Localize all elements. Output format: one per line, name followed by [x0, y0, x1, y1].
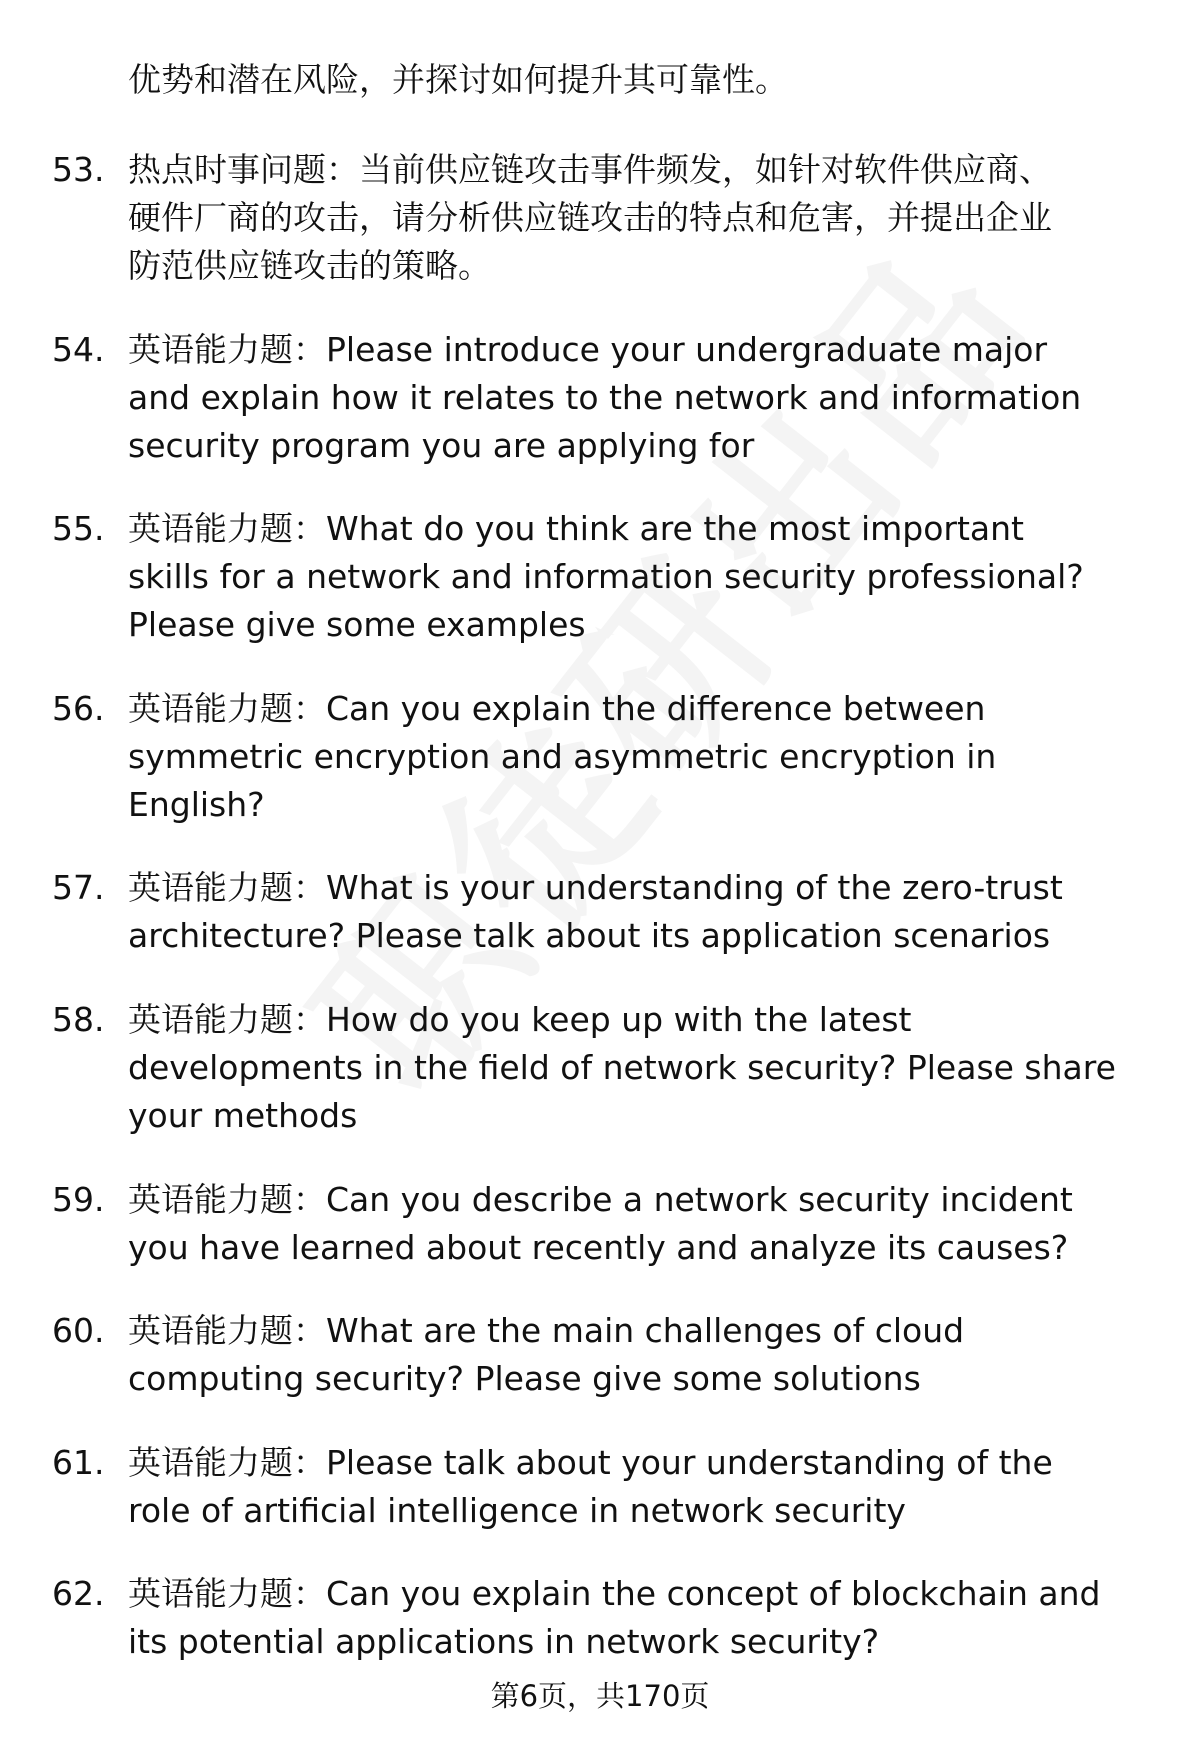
- question-line: 英语能力题：What do you think are the most important: [128, 509, 1024, 548]
- question-text: [128, 685, 1158, 829]
- question-line: 热点时事问题：当前供应链攻击事件频发，如针对软件供应商、: [128, 150, 1052, 189]
- question-line: its potential applications in network security?: [128, 1622, 880, 1661]
- question-line: 英语能力题：Can you describe a network security incident: [128, 1180, 1073, 1219]
- question-number: 60.: [52, 1311, 105, 1350]
- question-line: computing security? Please give some solutions: [128, 1359, 921, 1398]
- question-line: developments in the field of network security? Please share: [128, 1048, 1116, 1087]
- question-line: 英语能力题：How do you keep up with the latest: [128, 1000, 912, 1039]
- question-text: [128, 864, 1158, 960]
- question-line: Please give some examples: [128, 605, 586, 644]
- question-line: 英语能力题：What are the main challenges of cloud: [128, 1311, 965, 1350]
- question-line: 防范供应链攻击的策略。: [128, 246, 491, 285]
- question-line: security program you are applying for: [128, 426, 755, 465]
- question-text: [128, 1439, 1158, 1535]
- question-text: [128, 146, 1158, 290]
- question-line: 英语能力题：Can you explain the concept of blockchain and: [128, 1574, 1101, 1613]
- question-number: 57.: [52, 868, 105, 907]
- page-footer: 第6页，共170页: [490, 1679, 710, 1713]
- question-line: and explain how it relates to the network and information: [128, 378, 1082, 417]
- question-text: [128, 505, 1158, 649]
- question-line: role of artificial intelligence in network security: [128, 1491, 906, 1530]
- question-number: 56.: [52, 689, 105, 728]
- question-text: [128, 1570, 1158, 1666]
- question-line: 英语能力题：Can you explain the difference between: [128, 689, 986, 728]
- question-number: 55.: [52, 509, 105, 548]
- question-text: [128, 326, 1158, 470]
- question-number: 61.: [52, 1443, 105, 1482]
- question-number: 53.: [52, 150, 105, 189]
- question-number: 54.: [52, 330, 105, 369]
- question-line: skills for a network and information security professional?: [128, 557, 1084, 596]
- question-line: you have learned about recently and analyze its causes?: [128, 1228, 1069, 1267]
- question-line: English?: [128, 785, 265, 824]
- question-text: [128, 996, 1158, 1140]
- question-line: 英语能力题：What is your understanding of the zero-trust: [128, 868, 1063, 907]
- continuation-text: 优势和潜在风险，并探讨如何提升其可靠性。: [128, 60, 788, 99]
- question-text: [128, 1176, 1158, 1272]
- question-line: architecture? Please talk about its application scenarios: [128, 916, 1051, 955]
- question-number: 62.: [52, 1574, 105, 1613]
- question-line: symmetric encryption and asymmetric encryption in: [128, 737, 997, 776]
- question-line: your methods: [128, 1096, 358, 1135]
- question-line: 硬件厂商的攻击，请分析供应链攻击的特点和危害，并提出企业: [128, 198, 1052, 237]
- question-line: 英语能力题：Please talk about your understanding of the: [128, 1443, 1053, 1482]
- question-text: [128, 1307, 1158, 1403]
- question-number: 59.: [52, 1180, 105, 1219]
- question-number: 58.: [52, 1000, 105, 1039]
- question-line: 英语能力题：Please introduce your undergraduate major: [128, 330, 1048, 369]
